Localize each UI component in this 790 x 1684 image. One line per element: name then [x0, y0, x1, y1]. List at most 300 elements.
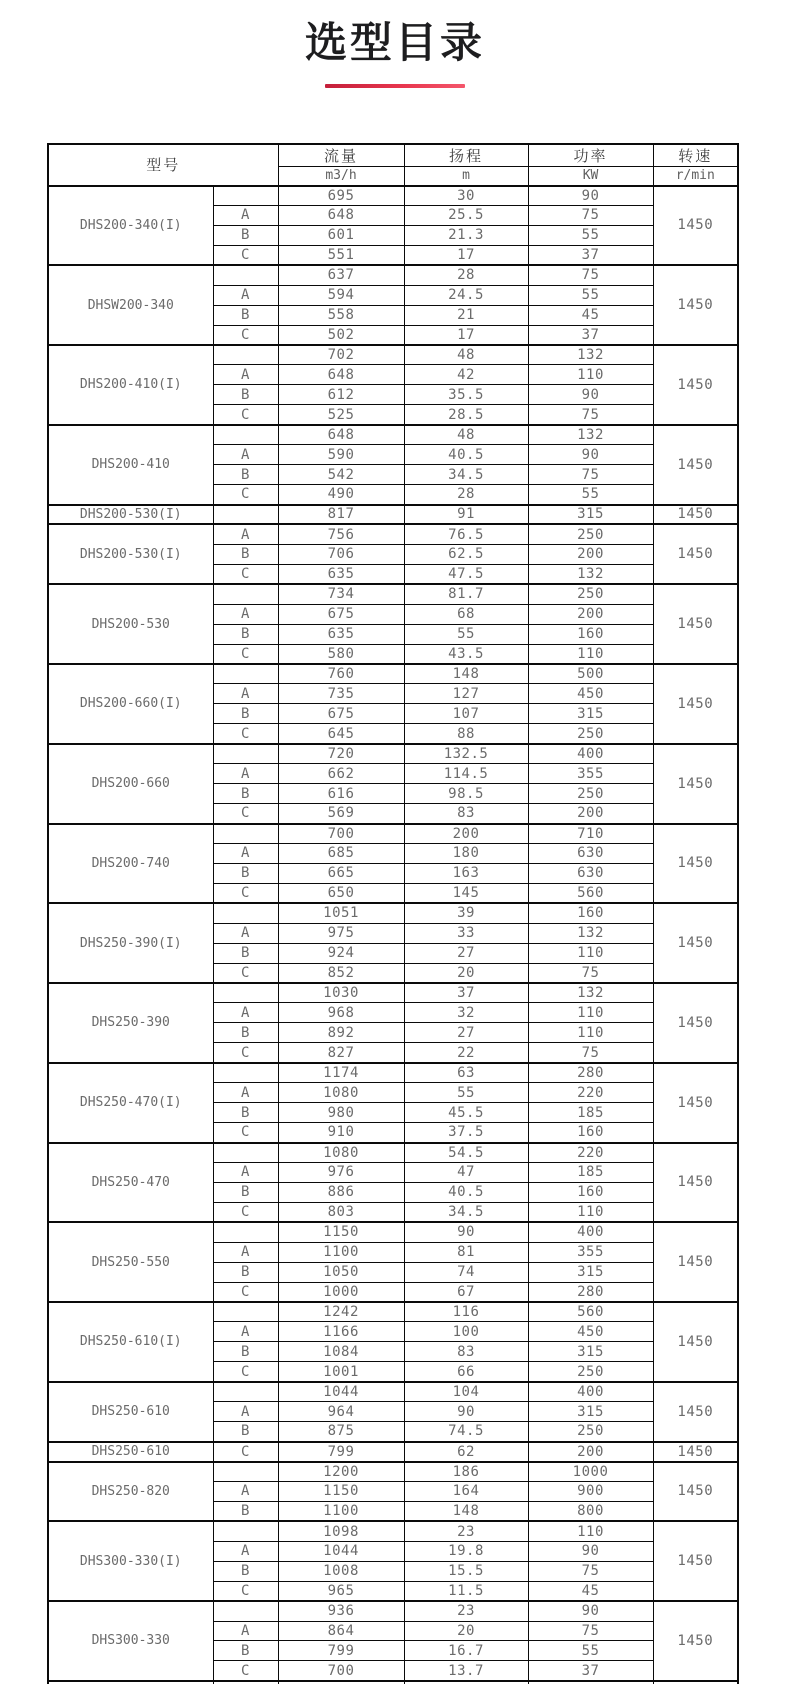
unit-flow: m3/h [278, 167, 404, 186]
power-cell: 355 [528, 764, 653, 784]
power-cell: 250 [528, 724, 653, 744]
table-row [48, 584, 738, 604]
speed-cell: 1450 [653, 584, 738, 664]
power-cell: 220 [528, 1143, 653, 1163]
grade-cell [213, 425, 278, 445]
head-cell: 13.7 [404, 1661, 528, 1681]
head-cell: 91 [404, 505, 528, 525]
grade-cell: B [213, 1262, 278, 1282]
power-cell: 400 [528, 744, 653, 764]
flow-cell: 1080 [278, 1143, 404, 1163]
head-cell: 47.5 [404, 564, 528, 584]
flow-cell: 1030 [278, 983, 404, 1003]
head-cell: 104 [404, 1382, 528, 1402]
head-cell: 37.5 [404, 1123, 528, 1143]
power-cell: 400 [528, 1222, 653, 1242]
head-cell: 68 [404, 604, 528, 624]
model-cell: DHS200-660 [48, 744, 213, 824]
flow-cell: 965 [278, 1581, 404, 1601]
grade-cell: C [213, 485, 278, 505]
head-cell: 74 [404, 1262, 528, 1282]
flow-cell: 580 [278, 644, 404, 664]
flow-cell: 756 [278, 524, 404, 544]
grade-cell: C [213, 1661, 278, 1681]
flow-cell: 980 [278, 1103, 404, 1123]
grade-cell: C [213, 325, 278, 345]
unit-head: m [404, 167, 528, 186]
grade-cell: C [213, 1282, 278, 1302]
grade-cell [213, 744, 278, 764]
head-cell: 21.3 [404, 225, 528, 245]
flow-cell: 601 [278, 225, 404, 245]
power-cell: 75 [528, 265, 653, 285]
grade-cell [213, 824, 278, 844]
title-underline [325, 84, 465, 88]
flow-cell: 594 [278, 285, 404, 305]
speed-cell: 1450 [653, 1302, 738, 1382]
table-row [48, 186, 738, 206]
head-cell: 33 [404, 923, 528, 943]
speed-cell: 1450 [653, 505, 738, 525]
power-cell: 630 [528, 863, 653, 883]
power-cell: 160 [528, 1123, 653, 1143]
grade-cell: C [213, 1202, 278, 1222]
flow-cell: 702 [278, 345, 404, 365]
power-cell: 200 [528, 544, 653, 564]
table-row [48, 1143, 738, 1163]
power-cell: 110 [528, 1003, 653, 1023]
power-cell: 630 [528, 843, 653, 863]
power-cell: 110 [528, 943, 653, 963]
table-row [48, 983, 738, 1003]
flow-cell: 1044 [278, 1541, 404, 1561]
flow-cell: 734 [278, 584, 404, 604]
grade-cell: B [213, 1422, 278, 1442]
head-cell: 47 [404, 1162, 528, 1182]
power-cell: 90 [528, 385, 653, 405]
pump-selection-table [47, 143, 739, 1684]
table-container [47, 143, 737, 1684]
head-cell: 63 [404, 1063, 528, 1083]
model-cell: DHS250-550 [48, 1222, 213, 1302]
grade-cell: B [213, 1641, 278, 1661]
flow-cell: 1001 [278, 1362, 404, 1382]
head-cell: 100 [404, 1322, 528, 1342]
speed-cell: 1450 [653, 1382, 738, 1442]
unit-power: KW [528, 167, 653, 186]
grade-cell: B [213, 1342, 278, 1362]
head-cell: 37 [404, 983, 528, 1003]
grade-cell: C [213, 883, 278, 903]
head-cell: 48 [404, 345, 528, 365]
head-cell: 45.5 [404, 1103, 528, 1123]
flow-cell: 650 [278, 883, 404, 903]
flow-cell: 1150 [278, 1481, 404, 1501]
grade-cell: B [213, 385, 278, 405]
head-cell: 83 [404, 804, 528, 824]
grade-cell: B [213, 1023, 278, 1043]
head-cell: 19.8 [404, 1541, 528, 1561]
power-cell: 450 [528, 684, 653, 704]
grade-cell: B [213, 1182, 278, 1202]
power-cell: 55 [528, 1641, 653, 1661]
power-cell: 55 [528, 285, 653, 305]
grade-cell [213, 1222, 278, 1242]
header-row-labels [48, 144, 738, 167]
table-row [48, 1442, 738, 1462]
flow-cell: 1080 [278, 1083, 404, 1103]
power-cell: 132 [528, 425, 653, 445]
power-cell: 250 [528, 1422, 653, 1442]
model-cell: DHS300-330 [48, 1601, 213, 1681]
grade-cell: B [213, 1103, 278, 1123]
head-cell: 32 [404, 1003, 528, 1023]
flow-cell: 635 [278, 624, 404, 644]
grade-cell: C [213, 1581, 278, 1601]
speed-cell: 1450 [653, 1222, 738, 1302]
speed-cell: 1450 [653, 903, 738, 983]
flow-cell: 1100 [278, 1242, 404, 1262]
flow-cell: 1098 [278, 1521, 404, 1541]
flow-cell: 590 [278, 445, 404, 465]
speed-cell: 1450 [653, 983, 738, 1063]
grade-cell: A [213, 843, 278, 863]
flow-cell: 1242 [278, 1302, 404, 1322]
catalog-table-body [48, 186, 738, 1684]
power-cell: 200 [528, 604, 653, 624]
head-cell: 116 [404, 1302, 528, 1322]
speed-cell: 1450 [653, 1601, 738, 1681]
flow-cell: 720 [278, 744, 404, 764]
head-cell: 22 [404, 1043, 528, 1063]
flow-cell: 700 [278, 824, 404, 844]
head-cell: 66 [404, 1362, 528, 1382]
grade-cell: B [213, 465, 278, 485]
model-cell: DHS200-340(I) [48, 186, 213, 266]
table-row [48, 1521, 738, 1541]
speed-cell: 1450 [653, 744, 738, 824]
power-cell: 132 [528, 983, 653, 1003]
head-cell: 114.5 [404, 764, 528, 784]
power-cell: 710 [528, 824, 653, 844]
head-cell: 27 [404, 1023, 528, 1043]
model-cell: DHS250-610(I) [48, 1302, 213, 1382]
grade-cell: C [213, 963, 278, 983]
head-cell: 28 [404, 485, 528, 505]
grade-cell: B [213, 943, 278, 963]
table-row [48, 1601, 738, 1621]
table-row [48, 664, 738, 684]
speed-cell: 1450 [653, 186, 738, 266]
grade-cell [213, 903, 278, 923]
grade-cell: C [213, 644, 278, 664]
grade-cell [213, 584, 278, 604]
model-cell: DHS250-470 [48, 1143, 213, 1223]
power-cell: 160 [528, 624, 653, 644]
flow-cell: 1008 [278, 1561, 404, 1581]
table-row [48, 524, 738, 544]
power-cell: 45 [528, 305, 653, 325]
flow-cell: 675 [278, 704, 404, 724]
head-cell: 55 [404, 624, 528, 644]
flow-cell: 1000 [278, 1282, 404, 1302]
power-cell: 45 [528, 1581, 653, 1601]
grade-cell: A [213, 1481, 278, 1501]
head-cell: 81.7 [404, 584, 528, 604]
table-row [48, 1222, 738, 1242]
grade-cell [213, 345, 278, 365]
model-cell: DHS200-740 [48, 824, 213, 904]
grade-cell: A [213, 1083, 278, 1103]
flow-cell: 975 [278, 923, 404, 943]
head-cell: 88 [404, 724, 528, 744]
head-cell: 76.5 [404, 524, 528, 544]
power-cell: 55 [528, 225, 653, 245]
grade-cell [213, 983, 278, 1003]
grade-cell: C [213, 1123, 278, 1143]
table-row [48, 1063, 738, 1083]
head-cell: 90 [404, 1222, 528, 1242]
speed-cell: 1450 [653, 1063, 738, 1143]
col-header-model: 型号 [48, 144, 278, 186]
power-cell: 185 [528, 1103, 653, 1123]
flow-cell: 706 [278, 544, 404, 564]
head-cell: 28 [404, 265, 528, 285]
grade-cell: B [213, 225, 278, 245]
model-cell: DHS200-530 [48, 584, 213, 664]
grade-cell: A [213, 365, 278, 385]
flow-cell: 648 [278, 205, 404, 225]
flow-cell: 964 [278, 1402, 404, 1422]
flow-cell: 886 [278, 1182, 404, 1202]
power-cell: 90 [528, 1601, 653, 1621]
head-cell: 23 [404, 1521, 528, 1541]
flow-cell: 1166 [278, 1322, 404, 1342]
power-cell: 560 [528, 883, 653, 903]
flow-cell: 569 [278, 804, 404, 824]
flow-cell: 1150 [278, 1222, 404, 1242]
flow-cell: 864 [278, 1621, 404, 1641]
head-cell: 81 [404, 1242, 528, 1262]
flow-cell: 1200 [278, 1462, 404, 1482]
grade-cell: A [213, 684, 278, 704]
unit-speed: r/min [653, 167, 738, 186]
power-cell: 37 [528, 1661, 653, 1681]
speed-cell: 1450 [653, 265, 738, 345]
grade-cell [213, 1601, 278, 1621]
head-cell: 17 [404, 325, 528, 345]
head-cell: 148 [404, 1501, 528, 1521]
grade-cell [213, 1143, 278, 1163]
model-cell: DHS250-470(I) [48, 1063, 213, 1143]
table-row [48, 425, 738, 445]
power-cell: 315 [528, 1402, 653, 1422]
power-cell: 132 [528, 923, 653, 943]
speed-cell: 1450 [653, 664, 738, 744]
head-cell: 200 [404, 824, 528, 844]
power-cell: 250 [528, 524, 653, 544]
power-cell: 250 [528, 1362, 653, 1382]
grade-cell [213, 1382, 278, 1402]
col-header-speed: 转速 [653, 144, 738, 167]
power-cell: 75 [528, 1561, 653, 1581]
flow-cell: 875 [278, 1422, 404, 1442]
power-cell: 450 [528, 1322, 653, 1342]
power-cell: 900 [528, 1481, 653, 1501]
flow-cell: 490 [278, 485, 404, 505]
model-cell: DHS200-530(I) [48, 505, 213, 525]
head-cell: 164 [404, 1481, 528, 1501]
grade-cell: A [213, 445, 278, 465]
grade-cell: A [213, 205, 278, 225]
grade-cell: A [213, 1402, 278, 1422]
grade-cell: C [213, 245, 278, 265]
table-row [48, 265, 738, 285]
grade-cell: A [213, 285, 278, 305]
power-cell: 110 [528, 644, 653, 664]
table-row [48, 824, 738, 844]
head-cell: 15.5 [404, 1561, 528, 1581]
grade-cell [213, 505, 278, 525]
head-cell: 11.5 [404, 1581, 528, 1601]
head-cell: 74.5 [404, 1422, 528, 1442]
flow-cell: 542 [278, 465, 404, 485]
flow-cell: 1051 [278, 903, 404, 923]
grade-cell: B [213, 704, 278, 724]
power-cell: 37 [528, 325, 653, 345]
flow-cell: 685 [278, 843, 404, 863]
flow-cell: 637 [278, 265, 404, 285]
head-cell: 34.5 [404, 1202, 528, 1222]
power-cell: 90 [528, 445, 653, 465]
model-cell: DHS250-610 [48, 1382, 213, 1442]
table-row [48, 1382, 738, 1402]
grade-cell: B [213, 784, 278, 804]
col-header-head: 扬程 [404, 144, 528, 167]
power-cell: 160 [528, 1182, 653, 1202]
power-cell: 132 [528, 564, 653, 584]
power-cell: 55 [528, 485, 653, 505]
model-cell: DHS250-390(I) [48, 903, 213, 983]
grade-cell: C [213, 804, 278, 824]
head-cell: 23 [404, 1601, 528, 1621]
head-cell: 42 [404, 365, 528, 385]
head-cell: 24.5 [404, 285, 528, 305]
head-cell: 127 [404, 684, 528, 704]
head-cell: 25.5 [404, 205, 528, 225]
power-cell: 90 [528, 1541, 653, 1561]
grade-cell: C [213, 1442, 278, 1462]
flow-cell: 558 [278, 305, 404, 325]
flow-cell: 892 [278, 1023, 404, 1043]
grade-cell [213, 1302, 278, 1322]
flow-cell: 1174 [278, 1063, 404, 1083]
grade-cell: A [213, 524, 278, 544]
flow-cell: 1084 [278, 1342, 404, 1362]
flow-cell: 662 [278, 764, 404, 784]
power-cell: 560 [528, 1302, 653, 1322]
grade-cell [213, 664, 278, 684]
head-cell: 148 [404, 664, 528, 684]
model-cell: DHS200-410 [48, 425, 213, 505]
flow-cell: 799 [278, 1641, 404, 1661]
head-cell: 16.7 [404, 1641, 528, 1661]
head-cell: 20 [404, 963, 528, 983]
grade-cell: B [213, 863, 278, 883]
flow-cell: 635 [278, 564, 404, 584]
table-row [48, 505, 738, 525]
grade-cell: B [213, 624, 278, 644]
head-cell: 35.5 [404, 385, 528, 405]
flow-cell: 700 [278, 1661, 404, 1681]
grade-cell: B [213, 544, 278, 564]
speed-cell: 1450 [653, 1462, 738, 1522]
power-cell: 355 [528, 1242, 653, 1262]
flow-cell: 799 [278, 1442, 404, 1462]
table-row [48, 1302, 738, 1322]
grade-cell: B [213, 305, 278, 325]
power-cell: 110 [528, 1023, 653, 1043]
grade-cell: A [213, 604, 278, 624]
power-cell: 37 [528, 245, 653, 265]
speed-cell: 1450 [653, 1442, 738, 1462]
power-cell: 132 [528, 345, 653, 365]
head-cell: 39 [404, 903, 528, 923]
power-cell: 75 [528, 405, 653, 425]
flow-cell: 675 [278, 604, 404, 624]
grade-cell [213, 186, 278, 206]
power-cell: 75 [528, 963, 653, 983]
power-cell: 315 [528, 1342, 653, 1362]
grade-cell: C [213, 1362, 278, 1382]
flow-cell: 735 [278, 684, 404, 704]
flow-cell: 525 [278, 405, 404, 425]
head-cell: 40.5 [404, 1182, 528, 1202]
power-cell: 500 [528, 664, 653, 684]
head-cell: 43.5 [404, 644, 528, 664]
speed-cell: 1450 [653, 1143, 738, 1223]
flow-cell: 803 [278, 1202, 404, 1222]
page-title: 选型目录 [304, 18, 485, 67]
power-cell: 315 [528, 505, 653, 525]
model-cell: DHS250-610 [48, 1442, 213, 1462]
model-cell: DHS300-330(I) [48, 1521, 213, 1601]
power-cell: 110 [528, 365, 653, 385]
head-cell: 107 [404, 704, 528, 724]
head-cell: 90 [404, 1402, 528, 1422]
grade-cell: A [213, 1003, 278, 1023]
model-cell: DHS200-660(I) [48, 664, 213, 744]
grade-cell: A [213, 1242, 278, 1262]
head-cell: 67 [404, 1282, 528, 1302]
head-cell: 62 [404, 1442, 528, 1462]
table-row [48, 1462, 738, 1482]
flow-cell: 827 [278, 1043, 404, 1063]
power-cell: 75 [528, 1621, 653, 1641]
flow-cell: 924 [278, 943, 404, 963]
head-cell: 55 [404, 1083, 528, 1103]
flow-cell: 502 [278, 325, 404, 345]
head-cell: 186 [404, 1462, 528, 1482]
grade-cell: B [213, 1561, 278, 1581]
power-cell: 315 [528, 704, 653, 724]
power-cell: 185 [528, 1162, 653, 1182]
power-cell: 200 [528, 1442, 653, 1462]
grade-cell: A [213, 1322, 278, 1342]
power-cell: 90 [528, 186, 653, 206]
head-cell: 40.5 [404, 445, 528, 465]
head-cell: 83 [404, 1342, 528, 1362]
